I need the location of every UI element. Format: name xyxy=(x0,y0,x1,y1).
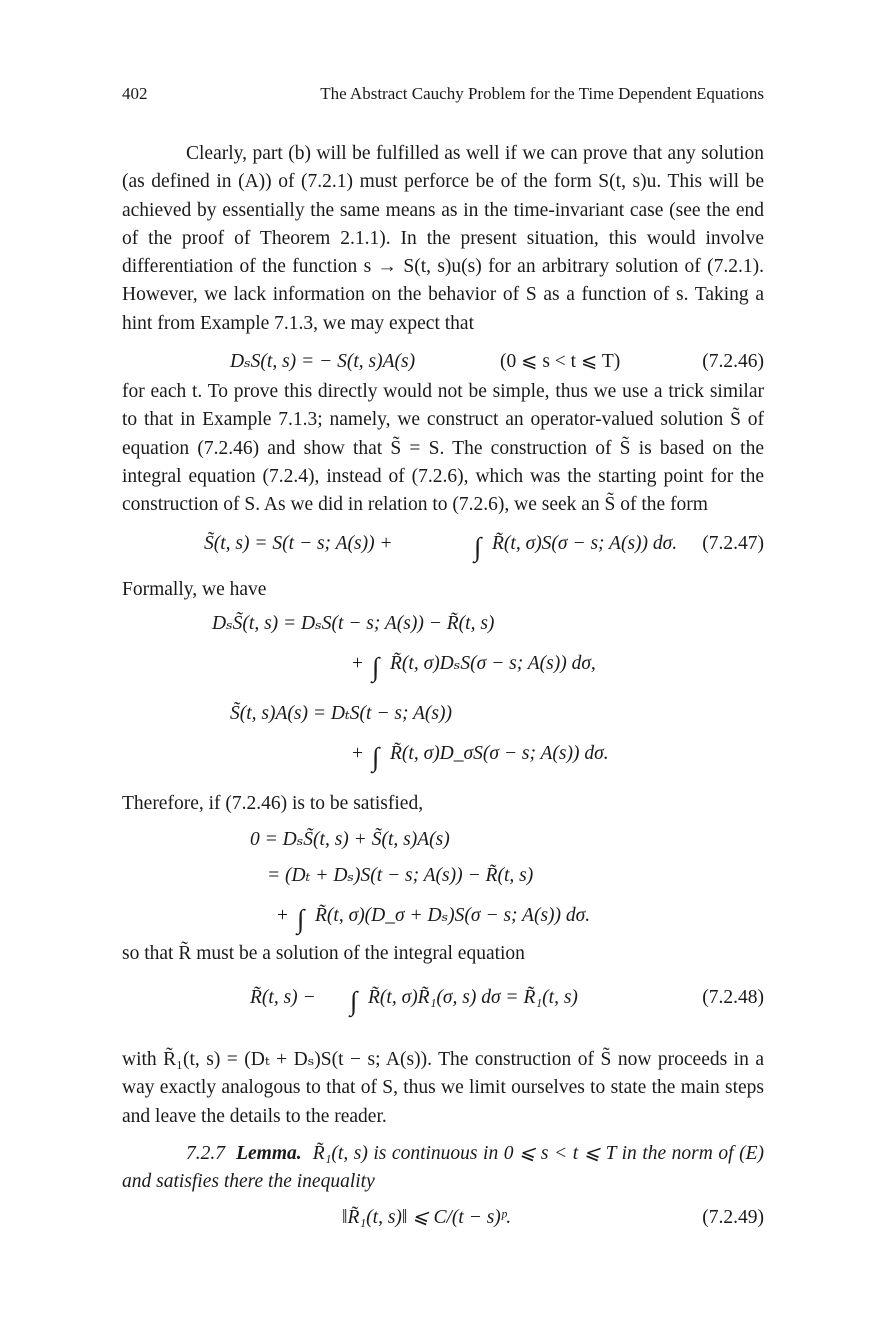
equation-7-2-47-integral xyxy=(474,530,481,562)
integral-sign: ∫ xyxy=(372,652,380,682)
paragraph-2 xyxy=(122,378,764,519)
plus-sign: + xyxy=(277,905,288,926)
plus-sign: + xyxy=(352,743,363,764)
formula-line: R̃(t, σ)(D_σ + Dₛ)S(σ − s; A(s)) dσ. xyxy=(315,905,591,926)
integral xyxy=(372,740,379,772)
equation-number: (7.2.48) xyxy=(702,987,764,1008)
formula-line: R̃(t, σ)D_σS(σ − s; A(s)) dσ. xyxy=(390,743,609,764)
equation-7-2-47-lhs: S̃(t, s) = S(t − s; A(s)) + xyxy=(204,533,393,554)
equation-number: (7.2.47) xyxy=(702,533,764,554)
paragraph-1-text: Clearly, part (b) will be fulfilled as well if we can prove that any solution (as defined in (A)) of (7.2.1) must perforce be of the form S(t, s)u. This will be achieved by essentially the same means as in the time-invariant case (see the end of the proof of Theorem 2.1.1). In the present situation, this would involve differentiation of the function s → S(t, s)u(s) for an arbitrary solution of (7.2.1). However, we lack information on the behavior of S as a function of s. Taking a hint from Example 7.1.3, we may expect that xyxy=(122,143,764,334)
running-title: The Abstract Cauchy Problem for the Time Dependent Equations xyxy=(320,84,764,103)
paragraph-6-text: with R̃₁(t, s) = (Dₜ + Dₛ)S(t − s; A(s)). The construction of S̃ now proceeds in a way exactly analogous to that of S, thus we limit ourselves to state the main steps and leave the details to the reader. xyxy=(122,1049,764,1127)
formula-line: = (Dₜ + Dₛ)S(t − s; A(s)) − R̃(t, s) xyxy=(267,865,534,886)
equation-7-2-46-condition: (0 ⩽ s < t ⩽ T) xyxy=(500,351,621,372)
plus-sign: + xyxy=(352,653,363,674)
lemma-number: 7.2.7 xyxy=(186,1143,225,1164)
equation-7-2-46-body: DₛS(t, s) = − S(t, s)A(s) xyxy=(230,351,416,372)
paragraph-3 xyxy=(122,576,764,604)
paragraph-5 xyxy=(122,940,764,968)
equation-7-2-48-rhs: R̃(t, σ)R̃₁(σ, s) dσ = R̃₁(t, s) xyxy=(368,987,578,1008)
paragraph-4-text: Therefore, if (7.2.46) is to be satisfied, xyxy=(122,793,424,814)
paragraph-3-text: Formally, we have xyxy=(122,579,267,600)
integral xyxy=(350,984,357,1016)
formula-line: DₛS̃(t, s) = DₛS(t − s; A(s)) − R̃(t, s) xyxy=(212,613,495,634)
lemma-7-2-7 xyxy=(122,1140,764,1197)
equation-7-2-47-rhs: R̃(t, σ)S(σ − s; A(s)) dσ. xyxy=(492,533,678,554)
paragraph-5-text: so that R̃ must be a solution of the integral equation xyxy=(122,943,525,964)
page-number: 402 xyxy=(122,84,148,103)
integral-sign: ∫ xyxy=(297,904,305,934)
integral-sign: ∫ xyxy=(372,742,380,772)
integral xyxy=(297,902,304,934)
equation-7-2-49-body: ‖R̃₁(t, s)‖ ⩽ C/(t − s)ᵖ. xyxy=(342,1207,512,1228)
paragraph-2-text: for each t. To prove this directly would not be simple, thus we use a trick similar to that in Example 7.1.3; namely, we construct an operator-valued solution S̃ of equation (7.2.46) and show that S̃ = S. The construction of S̃ is based on the integral equation (7.2.4), instead of (7.2.6), which was the starting point for the construction of S. As we did in relation to (7.2.6), we seek an S̃ of the form xyxy=(122,381,764,516)
formula-line: S̃(t, s)A(s) = DₜS(t − s; A(s)) xyxy=(230,703,452,724)
equation-number: (7.2.46) xyxy=(702,351,764,372)
running-header xyxy=(122,84,764,106)
paragraph-6 xyxy=(122,1046,764,1131)
lemma-text xyxy=(122,1140,764,1197)
equation-7-2-48-lhs: R̃(t, s) − xyxy=(250,987,316,1008)
lemma-statement: R̃₁(t, s) is continuous in 0 ⩽ s < t ⩽ T in the norm of (E) and satisfies there the inequality xyxy=(122,1143,765,1193)
integral-sign: ∫ xyxy=(474,532,482,562)
integral xyxy=(372,650,379,682)
paragraph-4 xyxy=(122,790,764,818)
formula-line: R̃(t, σ)DₛS(σ − s; A(s)) dσ, xyxy=(390,653,596,674)
paragraph-1 xyxy=(122,140,764,338)
equation-number: (7.2.49) xyxy=(702,1207,764,1228)
integral-sign: ∫ xyxy=(350,986,358,1016)
lemma-name: Lemma. xyxy=(236,1143,302,1164)
formula-line: 0 = DₛS̃(t, s) + S̃(t, s)A(s) xyxy=(250,829,450,850)
